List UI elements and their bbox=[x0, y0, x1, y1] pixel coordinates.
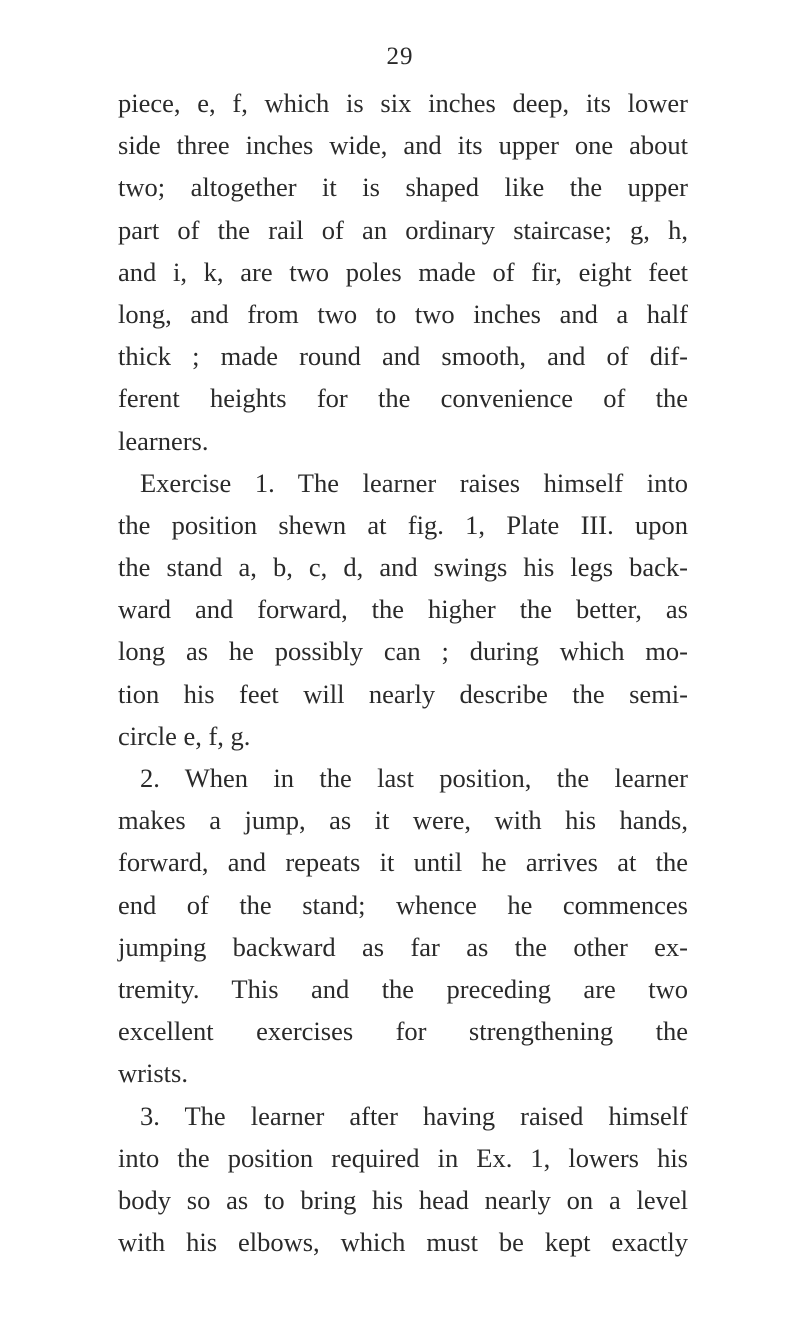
text-line: 2. When in the last position, the learner bbox=[140, 763, 688, 793]
text-line: tion his feet will nearly describe the semi- bbox=[118, 678, 688, 709]
text-line: forward, and repeats it until he arrives at the bbox=[118, 847, 688, 878]
text-line: ferent heights for the convenience of the bbox=[118, 383, 688, 414]
text-line: wrists. bbox=[118, 1058, 188, 1089]
text-line: tremity. This and the preceding are two bbox=[118, 973, 688, 1004]
text-line: thick ; made round and smooth, and of dif- bbox=[118, 341, 688, 372]
text-line: makes a jump, as it were, with his hands, bbox=[118, 805, 688, 836]
text-line: ward and forward, the higher the better, as bbox=[118, 594, 688, 625]
text-line: long, and from two to two inches and a half bbox=[118, 298, 688, 329]
text-line: circle e, f, g. bbox=[118, 720, 251, 751]
text-line: Exercise 1. The learner raises himself into bbox=[140, 467, 688, 498]
text-line: side three inches wide, and its upper one about bbox=[118, 130, 688, 161]
text-line: excellent exercises for strengthening the bbox=[118, 1016, 688, 1047]
text-line: the position shewn at fig. 1, Plate III. upon bbox=[118, 509, 688, 540]
text-line: jumping backward as far as the other ex- bbox=[118, 931, 688, 962]
text-line: piece, e, f, which is six inches deep, its lower bbox=[118, 88, 688, 118]
text-line: into the position required in Ex. 1, lowers his bbox=[118, 1142, 688, 1173]
text-line: and i, k, are two poles made of fir, eight feet bbox=[118, 256, 688, 287]
text-line: the stand a, b, c, d, and swings his legs back- bbox=[118, 552, 688, 583]
text-line: with his elbows, which must be kept exactly bbox=[118, 1227, 688, 1258]
text-line: learners. bbox=[118, 425, 209, 456]
text-line: two; altogether it is shaped like the upper bbox=[118, 172, 688, 203]
page-number: 29 bbox=[386, 43, 414, 70]
text-line: end of the stand; whence he commences bbox=[118, 889, 688, 920]
text-line: part of the rail of an ordinary staircase; g, h, bbox=[118, 214, 688, 245]
text-line: body so as to bring his head nearly on a level bbox=[118, 1184, 688, 1215]
text-line: long as he possibly can ; during which mo- bbox=[118, 636, 688, 667]
page-text bbox=[118, 82, 688, 1263]
text-line: 3. The learner after having raised himself bbox=[140, 1100, 688, 1131]
